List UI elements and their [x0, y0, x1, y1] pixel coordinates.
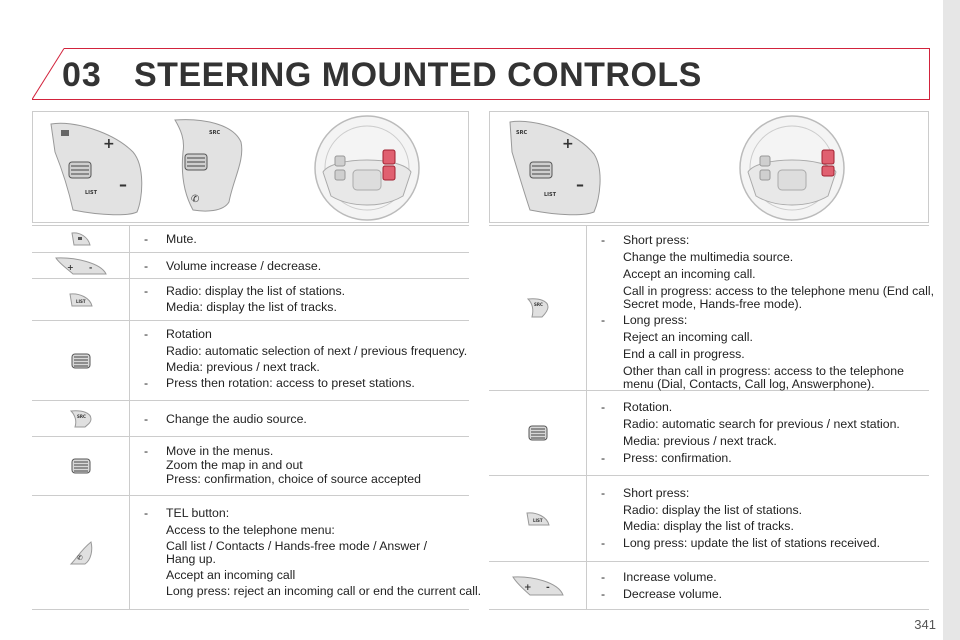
- thumbwheel-icon: [32, 321, 130, 400]
- text-line: Change the multimedia source.: [623, 250, 794, 264]
- svg-text:-: -: [545, 582, 550, 593]
- text-line: Move in the menus.: [166, 444, 274, 458]
- list-button-icon: [489, 476, 587, 561]
- svg-text:✆: ✆: [191, 194, 200, 205]
- left-pad-src-label: SRC: [209, 130, 221, 136]
- table-row-volume-right: + - - Increase volume. - Decrease volume.: [489, 562, 929, 610]
- tel-button-icon: [32, 496, 130, 609]
- text-line: TEL button:: [166, 506, 230, 520]
- mute-button-icon: [32, 226, 130, 252]
- text-line: Change the audio source.: [166, 412, 307, 426]
- left-pad-list-label: LIST: [85, 190, 98, 196]
- text-line: menu (Dial, Contacts, Call log, Answerphone).: [623, 377, 875, 391]
- text-line: Radio: display the list of stations.: [623, 503, 803, 517]
- right-illustration-panel: [489, 111, 929, 223]
- left-illustration-panel: [32, 111, 469, 223]
- steering-controls-illustration-left: [33, 112, 470, 224]
- text-line: Increase volume.: [623, 570, 717, 584]
- side-strip: [943, 0, 960, 640]
- text-line: Mute.: [166, 232, 197, 246]
- src-tel-button-icon: [489, 226, 587, 390]
- svg-text:✆: ✆: [76, 553, 83, 562]
- steering-controls-illustration-right: [490, 112, 930, 224]
- text-line: Call in progress: access to the telephone menu (End call,: [623, 284, 935, 298]
- text-line: Rotation: [166, 327, 212, 341]
- text-line: Secret mode, Hands-free mode).: [623, 297, 803, 311]
- svg-text:+: +: [562, 136, 574, 152]
- table-row-mute: - Mute.: [32, 226, 469, 253]
- text-line: Long press: reject an incoming call or end the current call.: [166, 584, 482, 598]
- svg-text:+: +: [66, 262, 74, 272]
- svg-text:SRC: SRC: [76, 413, 86, 419]
- text-line: End a call in progress.: [623, 347, 745, 361]
- chapter-number: 03: [62, 56, 102, 94]
- page-title: STEERING MOUNTED CONTROLS: [134, 56, 702, 94]
- text-line: Media: display the list of tracks.: [166, 300, 337, 314]
- svg-text:+: +: [103, 136, 115, 152]
- text-line: Short press:: [623, 486, 690, 500]
- thumbwheel-icon: [489, 391, 587, 475]
- page-number: 341: [914, 617, 936, 632]
- text-line: Long press: update the list of stations received.: [623, 536, 881, 550]
- text-line: Accept an incoming call.: [623, 267, 756, 281]
- table-row-src: SRC - Change the audio source.: [32, 401, 469, 437]
- svg-text:LIST: LIST: [75, 298, 86, 304]
- svg-text:–: –: [119, 175, 127, 194]
- svg-text:+: +: [523, 582, 532, 593]
- svg-text:–: –: [576, 175, 584, 194]
- text-line: Other than call in progress: access to the telephone: [623, 364, 904, 378]
- src-button-icon: [32, 401, 130, 436]
- text-line: Rotation.: [623, 400, 673, 414]
- table-row-rotation: - Rotation Radio: automatic selection of next / previous frequency. Media: previous / next track. - Press then rotation: access to preset stations.: [32, 321, 469, 401]
- svg-text:LIST: LIST: [532, 517, 543, 523]
- text-line: Short press:: [623, 233, 690, 247]
- text-line: Press then rotation: access to preset stations.: [166, 376, 415, 390]
- text-line: Reject an incoming call.: [623, 330, 753, 344]
- right-pad-list-label: LIST: [544, 192, 557, 198]
- volume-rocker-icon: [32, 253, 130, 278]
- text-line: Volume increase / decrease.: [166, 259, 322, 273]
- thumbwheel-icon: [32, 437, 130, 495]
- text-line: Long press:: [623, 313, 688, 327]
- text-line: Press: confirmation.: [623, 451, 732, 465]
- table-row-volume: + - - Volume increase / decrease.: [32, 253, 469, 279]
- text-line: Accept an incoming call: [166, 568, 296, 582]
- text-line: Decrease volume.: [623, 587, 723, 601]
- table-row-src-tel: SRC - Short press: Change the multimedia source. Accept an incoming call. Call in progress: access to the telephone menu (End call, Secret mode, Hands-free mode). - Long press: Reject an incoming call. End a call in progress. Other than call in progress: access to the telephone menu (Dial, Contacts, Call log, Answerphone).: [489, 226, 929, 391]
- svg-text:-: -: [88, 262, 92, 272]
- text-line: Press: confirmation, choice of source accepted: [166, 472, 421, 486]
- volume-rocker-icon: [489, 562, 587, 609]
- svg-text:SRC: SRC: [533, 302, 543, 307]
- text-line: Media: display the list of tracks.: [623, 519, 794, 533]
- text-line: Radio: automatic search for previous / next station.: [623, 417, 900, 431]
- text-line: Zoom the map in and out: [166, 458, 303, 472]
- text-line: Radio: automatic selection of next / previous frequency.: [166, 344, 468, 358]
- right-pad-src-label: SRC: [516, 130, 528, 136]
- text-line: Radio: display the list of stations.: [166, 284, 346, 298]
- left-control-table: [32, 225, 482, 611]
- page-header: [32, 48, 930, 100]
- table-row-rotation-right: - Rotation. Radio: automatic search for previous / next station. Media: previous / next track. - Press: confirmation.: [489, 391, 929, 476]
- text-line: Media: previous / next track.: [166, 360, 320, 374]
- list-button-icon: [32, 279, 130, 320]
- text-line: Media: previous / next track.: [623, 434, 777, 448]
- table-row-tel: ✆ - TEL button: Access to the telephone menu: Call list / Contacts / Hands-free mode / Answer / Hang up. Accept an incoming call Long press: reject an incoming call or end the current call.: [32, 496, 469, 610]
- text-line: Call list / Contacts / Hands-free mode / Answer /: [166, 539, 428, 553]
- table-row-list: LIST - Radio: display the list of stations. Media: display the list of tracks.: [32, 279, 469, 321]
- table-row-menus: - Move in the menus. Zoom the map in and out Press: confirmation, choice of source accepted: [32, 437, 469, 496]
- text-line: Hang up.: [166, 552, 216, 566]
- text-line: Access to the telephone menu:: [166, 523, 335, 537]
- right-control-table: [489, 225, 935, 611]
- table-row-list-right: LIST - Short press: Radio: display the list of stations. Media: display the list of tracks. - Long press: update the list of stations received.: [489, 476, 929, 562]
